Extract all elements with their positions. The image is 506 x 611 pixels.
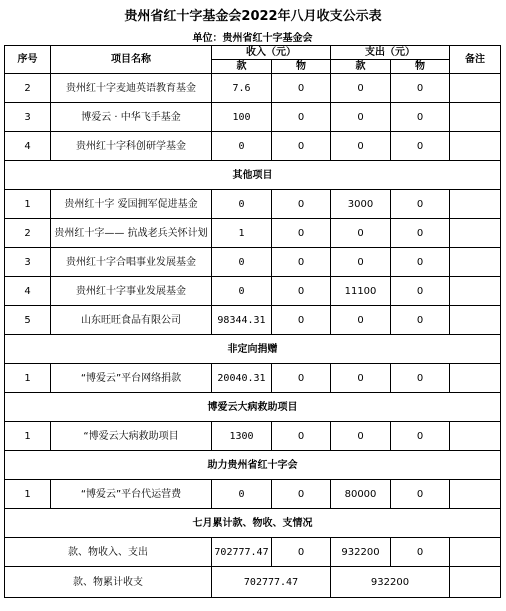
row-seq: 1 xyxy=(5,190,51,219)
row-expense-money: 0 xyxy=(331,74,391,103)
section-other-label: 其他项目 xyxy=(5,161,501,190)
row-income-goods: 0 xyxy=(272,277,331,306)
section-other xyxy=(5,161,501,190)
row-seq: 1 xyxy=(5,422,51,451)
row-expense-money: 0 xyxy=(331,103,391,132)
unit-row xyxy=(5,32,501,46)
row-expense-goods: 0 xyxy=(391,74,450,103)
row-remark xyxy=(450,277,501,306)
row-income-money: 20040.31 xyxy=(212,364,272,393)
row-expense-money: 0 xyxy=(331,219,391,248)
table-row xyxy=(5,190,501,219)
row-remark xyxy=(450,74,501,103)
table-row xyxy=(5,422,501,451)
row-income-goods: 0 xyxy=(272,306,331,335)
row-expense-goods: 0 xyxy=(391,364,450,393)
header-income-money: 款 xyxy=(212,60,272,74)
row-expense-money: 0 xyxy=(331,132,391,161)
section-summary-label: 七月累计款、物收、支情况 xyxy=(5,509,501,538)
table-row xyxy=(5,248,501,277)
summary-remark xyxy=(450,538,501,567)
row-name: “博爱云大病救助项目 xyxy=(51,422,212,451)
summary-expense-money: 932200 xyxy=(331,538,391,567)
section-undirected-label: 非定向捐赠 xyxy=(5,335,501,364)
row-income-goods: 0 xyxy=(272,74,331,103)
section-help-label: 助力贵州省红十字会 xyxy=(5,451,501,480)
row-remark xyxy=(450,219,501,248)
row-expense-money: 11100 xyxy=(331,277,391,306)
row-seq: 3 xyxy=(5,248,51,277)
section-summary xyxy=(5,509,501,538)
row-expense-goods: 0 xyxy=(391,219,450,248)
row-remark xyxy=(450,132,501,161)
table-row xyxy=(5,74,501,103)
summary-income-goods: 0 xyxy=(272,538,331,567)
row-expense-money: 0 xyxy=(331,248,391,277)
row-expense-goods: 0 xyxy=(391,190,450,219)
unit-label: 单位：贵州省红十字基金会 xyxy=(5,32,501,46)
row-income-goods: 0 xyxy=(272,480,331,509)
row-name: 贵州红十字麦迪英语教育基金 xyxy=(51,74,212,103)
row-name: 贵州红十字合唱事业发展基金 xyxy=(51,248,212,277)
row-seq: 2 xyxy=(5,74,51,103)
row-income-money: 0 xyxy=(212,190,272,219)
row-expense-goods: 0 xyxy=(391,480,450,509)
header-seq: 序号 xyxy=(5,46,51,74)
row-income-money: 7.6 xyxy=(212,74,272,103)
row-income-money: 1 xyxy=(212,219,272,248)
row-remark xyxy=(450,364,501,393)
row-name: 贵州红十字科创研学基金 xyxy=(51,132,212,161)
table-row xyxy=(5,219,501,248)
summary-expense-goods: 0 xyxy=(391,538,450,567)
table-row xyxy=(5,306,501,335)
table-row xyxy=(5,103,501,132)
row-income-goods: 0 xyxy=(272,219,331,248)
row-name: 山东旺旺食品有限公司 xyxy=(51,306,212,335)
total-income: 702777.47 xyxy=(212,567,331,598)
section-illness-label: 博爱云大病救助项目 xyxy=(5,393,501,422)
header-item: 项目名称 xyxy=(51,46,212,74)
total-row xyxy=(5,567,501,598)
row-seq: 1 xyxy=(5,364,51,393)
summary-label: 款、物收入、支出 xyxy=(5,538,212,567)
row-income-goods: 0 xyxy=(272,364,331,393)
section-illness xyxy=(5,393,501,422)
summary-income-money: 702777.47 xyxy=(212,538,272,567)
row-income-goods: 0 xyxy=(272,422,331,451)
section-help xyxy=(5,451,501,480)
table-row xyxy=(5,277,501,306)
row-income-money: 100 xyxy=(212,103,272,132)
row-income-money: 0 xyxy=(212,248,272,277)
row-seq: 5 xyxy=(5,306,51,335)
row-remark xyxy=(450,248,501,277)
row-remark xyxy=(450,422,501,451)
header-income-goods: 物 xyxy=(272,60,331,74)
row-income-money: 0 xyxy=(212,277,272,306)
table-row xyxy=(5,132,501,161)
row-expense-goods: 0 xyxy=(391,132,450,161)
row-remark xyxy=(450,306,501,335)
row-income-goods: 0 xyxy=(272,248,331,277)
row-expense-goods: 0 xyxy=(391,422,450,451)
row-seq: 4 xyxy=(5,277,51,306)
row-remark xyxy=(450,103,501,132)
row-expense-money: 80000 xyxy=(331,480,391,509)
row-expense-goods: 0 xyxy=(391,306,450,335)
row-expense-goods: 0 xyxy=(391,277,450,306)
row-name: “博爱云”平台网络捐款 xyxy=(51,364,212,393)
row-seq: 3 xyxy=(5,103,51,132)
page-title: 贵州省红十字基金会2022年八月收支公示表 xyxy=(124,9,382,24)
header-income: 收入（元） xyxy=(212,46,331,60)
header-expense-money: 款 xyxy=(331,60,391,74)
row-income-goods: 0 xyxy=(272,103,331,132)
row-name: 贵州红十字 爱国拥军促进基金 xyxy=(51,190,212,219)
row-remark xyxy=(450,480,501,509)
total-expense: 932200 xyxy=(331,567,450,598)
row-income-goods: 0 xyxy=(272,132,331,161)
row-income-money: 98344.31 xyxy=(212,306,272,335)
total-remark xyxy=(450,567,501,598)
row-income-money: 0 xyxy=(212,132,272,161)
row-seq: 2 xyxy=(5,219,51,248)
row-seq: 1 xyxy=(5,480,51,509)
row-expense-goods: 0 xyxy=(391,248,450,277)
row-income-money: 0 xyxy=(212,480,272,509)
row-expense-money: 3000 xyxy=(331,190,391,219)
section-undirected xyxy=(5,335,501,364)
header-expense-goods: 物 xyxy=(391,60,450,74)
table-row xyxy=(5,364,501,393)
finance-table xyxy=(4,32,501,598)
row-name: 博爱云 · 中华飞手基金 xyxy=(51,103,212,132)
row-income-money: 1300 xyxy=(212,422,272,451)
summary-row xyxy=(5,538,501,567)
header-remark: 备注 xyxy=(450,46,501,74)
row-name: 贵州红十字事业发展基金 xyxy=(51,277,212,306)
header-expense: 支出（元） xyxy=(331,46,450,60)
header-row-1 xyxy=(5,46,501,60)
row-expense-money: 0 xyxy=(331,364,391,393)
table-row xyxy=(5,480,501,509)
row-name: “博爱云”平台代运营费 xyxy=(51,480,212,509)
row-expense-goods: 0 xyxy=(391,103,450,132)
row-name: 贵州红十字—— 抗战老兵关怀计划 xyxy=(51,219,212,248)
row-remark xyxy=(450,190,501,219)
total-label: 款、物累计收支 xyxy=(5,567,212,598)
row-seq: 4 xyxy=(5,132,51,161)
row-expense-money: 0 xyxy=(331,306,391,335)
row-expense-money: 0 xyxy=(331,422,391,451)
row-income-goods: 0 xyxy=(272,190,331,219)
